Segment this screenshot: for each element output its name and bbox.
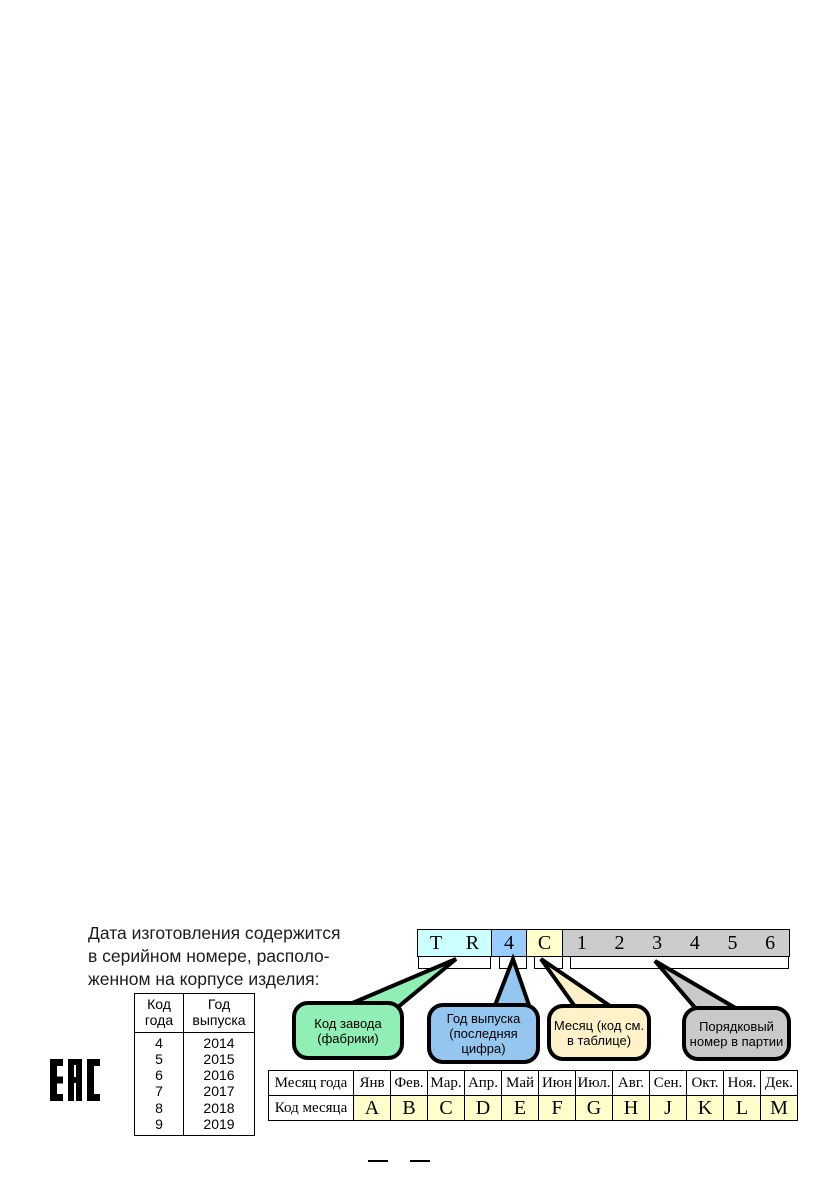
month-cell: Июл. <box>576 1071 613 1096</box>
year-code-cell: 4 <box>135 1032 184 1051</box>
month-code-cell: C <box>428 1096 465 1121</box>
month-code-table <box>268 1070 798 1121</box>
callout-line: Порядковый <box>699 1018 774 1034</box>
table-row <box>135 1100 255 1116</box>
callout-batch-number <box>682 1006 791 1061</box>
year-table-header-code: Код года <box>135 994 184 1033</box>
year-value-cell: 2017 <box>203 1083 235 1100</box>
table-row <box>135 1067 255 1083</box>
month-code-cell: G <box>576 1096 613 1121</box>
year-value-cell: 2015 <box>203 1050 235 1067</box>
callout-line: (фабрики) <box>317 1030 379 1046</box>
month-cell: Мар. <box>428 1071 465 1096</box>
year-value-cell: 2016 <box>203 1067 235 1084</box>
callout-line: (последняя <box>449 1026 518 1041</box>
callout-month-code <box>547 1004 651 1061</box>
month-cell: Дек. <box>761 1071 798 1096</box>
month-cell: Сен. <box>650 1071 687 1096</box>
year-table-header-year: Год выпуска <box>192 996 246 1029</box>
month-code-cell: D <box>465 1096 502 1121</box>
year-value-cell: 2018 <box>203 1099 235 1116</box>
month-code-cell: F <box>539 1096 576 1121</box>
table-row <box>135 1051 255 1067</box>
year-value-cell: 2019 <box>203 1116 235 1133</box>
year-code-cell: 8 <box>135 1100 184 1116</box>
callout-year-of-issue <box>427 1003 540 1064</box>
table-row <box>269 1096 798 1121</box>
month-cell: Окт. <box>687 1071 724 1096</box>
serial-char: 1 <box>576 931 587 954</box>
month-code-cell: A <box>354 1096 391 1121</box>
callout-line: в таблице) <box>566 1032 632 1048</box>
year-code-cell: 5 <box>135 1051 184 1067</box>
serial-char: 4 <box>689 931 700 954</box>
callout-line: номер в партии <box>689 1033 784 1049</box>
page-number-dash <box>410 1160 430 1162</box>
serial-char: 6 <box>765 931 776 954</box>
callout-factory-code <box>292 1001 404 1060</box>
month-code-cell: M <box>761 1096 798 1121</box>
table-row <box>135 1032 255 1051</box>
month-code-cell: J <box>650 1096 687 1121</box>
year-code-cell: 6 <box>135 1067 184 1083</box>
month-code-cell: E <box>502 1096 539 1121</box>
month-cell: Май <box>502 1071 539 1096</box>
month-cell: Ноя. <box>724 1071 761 1096</box>
serial-char: 5 <box>727 931 738 954</box>
callout-line: Год выпуска <box>446 1011 521 1026</box>
month-cell: Июн <box>539 1071 576 1096</box>
serial-char: 2 <box>614 931 625 954</box>
intro-line: в серийном номере, располо- <box>88 946 330 966</box>
month-code-cell: B <box>391 1096 428 1121</box>
callout-line: Месяц (код см. <box>553 1017 645 1033</box>
serial-char: R <box>465 931 480 954</box>
month-code-cell: H <box>613 1096 650 1121</box>
month-cell: Фев. <box>391 1071 428 1096</box>
month-cell: Янв <box>354 1071 391 1096</box>
month-cell: Авг. <box>613 1071 650 1096</box>
callout-line: Код завода <box>314 1015 382 1031</box>
month-cell: Апр. <box>465 1071 502 1096</box>
month-code-cell: K <box>687 1096 724 1121</box>
year-value-cell: 2014 <box>203 1034 235 1051</box>
intro-line: женном на корпусе изделия: <box>88 969 320 989</box>
serial-char: 4 <box>504 931 514 954</box>
serial-char: C <box>537 931 552 954</box>
year-code-cell: 9 <box>135 1116 184 1136</box>
year-code-cell: 7 <box>135 1083 184 1099</box>
table-row <box>135 1116 255 1136</box>
intro-line: Дата изготовления содержится <box>88 923 341 943</box>
year-code-table <box>134 993 255 1136</box>
serial-char: 3 <box>652 931 663 954</box>
month-row-label: Код месяца <box>269 1096 354 1121</box>
page-number-dash <box>368 1160 388 1162</box>
serial-char: T <box>429 931 443 954</box>
month-row-label: Месяц года <box>269 1071 354 1096</box>
callout-line: цифра) <box>461 1041 506 1056</box>
eac-logo <box>50 1059 100 1101</box>
table-row <box>269 1071 798 1096</box>
month-code-cell: L <box>724 1096 761 1121</box>
table-row <box>135 1083 255 1099</box>
